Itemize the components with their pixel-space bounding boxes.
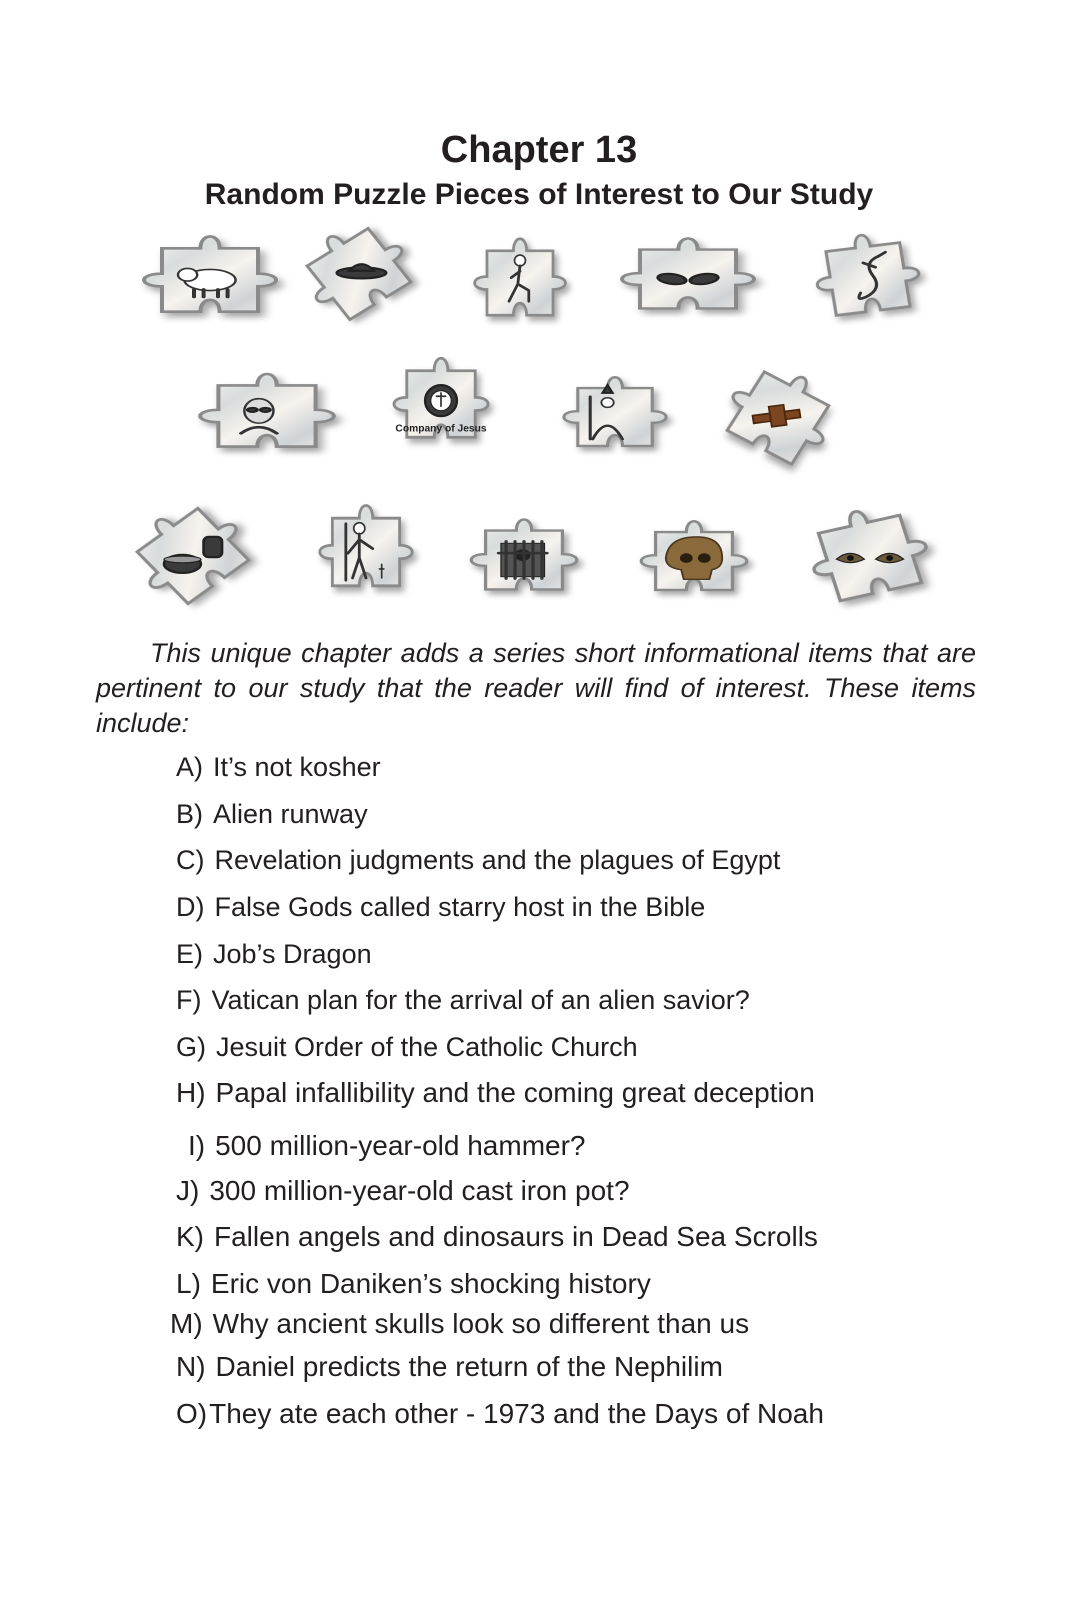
jesuit-seal-caption: Company of Jesus bbox=[395, 423, 487, 435]
puzzle-piece-kneeling-figure bbox=[465, 224, 575, 342]
item-letter: E) bbox=[176, 939, 203, 969]
item-text: It’s not kosher bbox=[213, 752, 381, 782]
item-letter: H) bbox=[176, 1077, 206, 1108]
list-item bbox=[176, 750, 381, 784]
prison-bars-icon bbox=[498, 541, 547, 578]
intro-text: This unique chapter adds a series short informational items that are pertinent to our study that the reader will find of interest. These items include: bbox=[96, 638, 976, 738]
puzzle-piece-iron-pot bbox=[127, 494, 259, 618]
list-item bbox=[176, 1397, 824, 1431]
intro-paragraph bbox=[96, 636, 976, 741]
item-letter: A) bbox=[176, 752, 203, 782]
item-letter: J) bbox=[176, 1175, 200, 1206]
chapter-subtitle: Random Puzzle Pieces of Interest to Our Study bbox=[204, 178, 874, 211]
item-letter: K) bbox=[176, 1221, 204, 1252]
item-letter: G) bbox=[176, 1032, 206, 1062]
puzzle-piece-giant-engraving bbox=[310, 490, 422, 614]
puzzle-piece-staring-eyes bbox=[800, 494, 940, 622]
jesuit-seal-icon bbox=[425, 385, 457, 416]
item-text: Fallen angels and dinosaurs in Dead Sea Scrolls bbox=[214, 1221, 818, 1252]
list-item bbox=[176, 1174, 630, 1208]
puzzle-piece-ancient-skull bbox=[630, 508, 758, 614]
item-text: False Gods called starry host in the Bible bbox=[214, 892, 706, 922]
list-item bbox=[176, 1267, 651, 1301]
item-text: Eric von Daniken’s shocking history bbox=[210, 1268, 651, 1299]
item-text: They ate each other - 1973 and the Days of Noah bbox=[209, 1398, 824, 1429]
item-letter: M) bbox=[170, 1308, 203, 1339]
list-item bbox=[176, 843, 780, 877]
list-item bbox=[176, 1350, 723, 1384]
list-item bbox=[176, 983, 750, 1017]
list-item bbox=[176, 1030, 638, 1064]
item-text: Alien runway bbox=[213, 799, 368, 829]
item-letter: L) bbox=[176, 1268, 201, 1299]
item-text: Jesuit Order of the Catholic Church bbox=[216, 1032, 638, 1062]
list-item bbox=[176, 1076, 815, 1110]
list-item bbox=[170, 1307, 749, 1341]
item-letter: D) bbox=[176, 892, 205, 922]
puzzle-piece-alien-face bbox=[186, 360, 348, 472]
item-letter: N) bbox=[176, 1351, 206, 1382]
puzzle-piece-pig bbox=[130, 222, 290, 338]
chapter-title: Chapter 13 bbox=[440, 129, 638, 171]
list-item bbox=[176, 937, 372, 971]
item-text: Papal infallibility and the coming great deception bbox=[215, 1077, 815, 1108]
puzzle-piece-pope bbox=[553, 364, 677, 470]
list-item bbox=[188, 1129, 585, 1163]
list-item bbox=[176, 1220, 818, 1254]
item-text: Revelation judgments and the plagues of Egypt bbox=[214, 845, 781, 875]
item-text: Job’s Dragon bbox=[213, 939, 372, 969]
item-text: Daniel predicts the return of the Nephilim bbox=[215, 1351, 723, 1382]
item-text: Vatican plan for the arrival of an alien savior? bbox=[211, 985, 750, 1015]
list-item bbox=[176, 797, 368, 831]
puzzle-piece-prison-bars bbox=[460, 506, 588, 614]
item-text: 500 million-year-old hammer? bbox=[215, 1130, 586, 1161]
item-text: Why ancient skulls look so different than us bbox=[212, 1308, 750, 1339]
puzzle-piece-ancient-hammer bbox=[716, 356, 840, 480]
puzzle-piece-sea-dragon bbox=[806, 220, 930, 338]
puzzle-piece-jesuit-seal bbox=[384, 343, 498, 465]
item-letter: F) bbox=[176, 985, 202, 1015]
item-letter: O) bbox=[176, 1398, 208, 1429]
item-text: 300 million-year-old cast iron pot? bbox=[209, 1175, 630, 1206]
item-letter: I) bbox=[188, 1130, 206, 1161]
puzzle-piece-ufo bbox=[297, 214, 421, 334]
puzzle-piece-alien-eyes bbox=[608, 225, 768, 333]
item-letter: B) bbox=[176, 799, 203, 829]
item-letter: C) bbox=[176, 845, 205, 875]
list-item bbox=[176, 890, 705, 924]
